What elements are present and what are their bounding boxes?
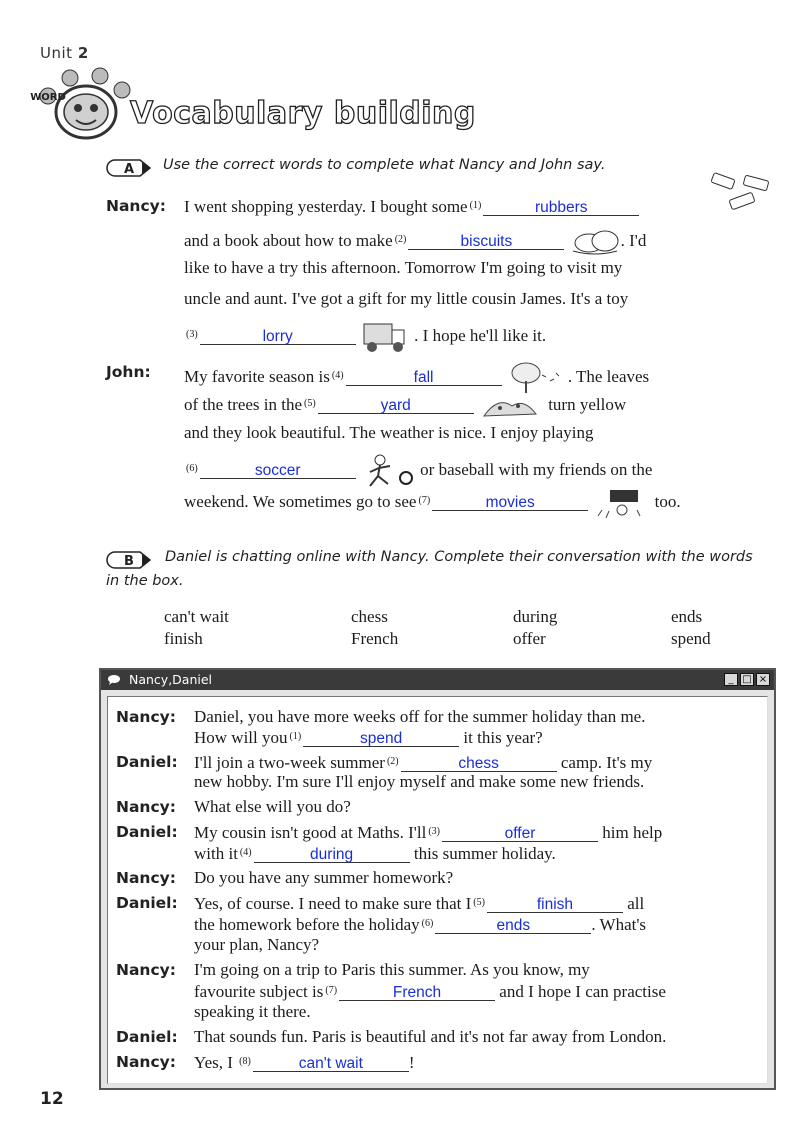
nancy-line-1: I went shopping yesterday. I bought some $^{(1)}$ rubbers [184,196,639,217]
page-number: 12 [40,1089,64,1109]
blank-b2[interactable]: chess [401,753,557,772]
lorry-icon [360,320,410,354]
movie-clapper-icon [592,486,650,520]
john-line-1: My favorite season is $^{(4)}$ fall . The leaves [184,361,649,395]
close-button[interactable]: × [756,673,770,686]
chat-speaker: Nancy: [116,869,176,887]
logo-letters: WORD [30,92,66,103]
chat-line: new hobby. I'm sure I'll enjoy myself and make some new friends. [194,772,645,791]
rubbers-icon [708,172,774,214]
blank-a7[interactable]: movies [432,492,588,511]
chat-line: Do you have any summer homework? [194,868,454,887]
chat-line: Yes, of course. I need to make sure that I $^{(5)}$ finish all [194,894,645,913]
blank-b4[interactable]: during [254,844,410,863]
chat-window [99,668,776,1090]
blank-b6[interactable]: ends [435,915,591,934]
blank-b3[interactable]: offer [442,823,598,842]
section-b-instruction-1: Daniel is chatting online with Nancy. Complete their conversation with the words [165,549,753,565]
chat-speaker: Daniel: [116,753,178,771]
chat-line: Yes, I $^{(8)}$ can't wait ! [194,1053,415,1072]
biscuits-icon [569,227,621,257]
chat-titlebar[interactable] [101,670,774,690]
chat-line: That sounds fun. Paris is beautiful and it's not far away from London. [194,1027,667,1046]
nancy-line-5: $^{(3)}$ lorry . I hope he'll like it. [184,320,546,354]
blank-a2[interactable]: biscuits [408,231,564,250]
unit-number: 2 [77,44,89,62]
section-b-instruction-2: in the box. [106,573,184,589]
blank-a6[interactable]: soccer [200,460,356,479]
minimize-button[interactable]: _ [724,673,738,686]
soccer-player-icon [360,454,416,488]
word-box-item: can't wait [164,607,229,626]
chat-line: I'll join a two-week summer $^{(2)}$ chess camp. It's my [194,753,653,772]
john-line-2: of the trees in the $^{(5)}$ yard turn yellow [184,392,626,420]
section-b-letter: B [124,554,134,569]
nancy-line-4: uncle and aunt. I've got a gift for my little cousin James. It's a toy [184,289,629,308]
word-logo [30,68,134,144]
chat-transcript [107,696,768,1084]
word-box-item: spend [671,629,711,648]
word-box-item: during [513,607,558,626]
john-line-3: and they look beautiful. The weather is nice. I enjoy playing [184,423,594,442]
unit-label: Unit 2 [40,44,89,62]
word-box-item: French [351,629,399,648]
blank-a5[interactable]: yard [318,395,474,414]
chat-speaker: Nancy: [116,708,176,726]
section-b-badge [106,551,154,569]
autumn-tree-icon [506,361,568,395]
blank-b8[interactable]: can't wait [253,1053,409,1072]
chat-line: My cousin isn't good at Maths. I'll $^{(3)}$ offer him help [194,823,663,842]
chat-line: I'm going on a trip to Paris this summer. As you know, my [194,960,590,979]
chat-line: with it $^{(4)}$ during this summer holiday. [194,844,556,863]
nancy-line-2: and a book about how to make $^{(2)}$ biscuits . I'd [184,227,646,257]
word-box-item: chess [351,607,388,626]
speaker-john: John: [106,363,151,381]
blank-a3[interactable]: lorry [200,326,356,345]
section-a-badge [106,159,154,177]
blank-b7[interactable]: French [339,982,495,1001]
chat-speaker: Daniel: [116,823,178,841]
john-line-4: $^{(6)}$ soccer or baseball with my friends on the [184,454,652,488]
chat-speaker: Daniel: [116,1028,178,1046]
blank-b5[interactable]: finish [487,894,623,913]
chat-line: Daniel, you have more weeks off for the summer holiday than me. [194,707,646,726]
chat-bubble-icon [107,674,121,686]
chat-line: What else will you do? [194,797,351,816]
section-a-instruction: Use the correct words to complete what Nancy and John say. [163,157,606,173]
chat-line: speaking it there. [194,1002,311,1021]
word-box-item: offer [513,629,546,648]
word-box-item: ends [671,607,703,626]
blank-b1[interactable]: spend [303,728,459,747]
chat-line: favourite subject is $^{(7)}$ French and I hope I can practise [194,982,666,1001]
chat-speaker: Daniel: [116,894,178,912]
chat-line: your plan, Nancy? [194,935,320,954]
blank-a1[interactable]: rubbers [483,197,639,216]
blank-a4[interactable]: fall [346,367,502,386]
yard-leaves-icon [478,392,544,420]
word-box-item: finish [164,629,203,648]
chat-speaker: Nancy: [116,961,176,979]
chat-speaker: Nancy: [116,1053,176,1071]
section-title: Vocabulary building [130,96,476,131]
speaker-nancy: Nancy: [106,197,166,215]
chat-title: Nancy,Daniel [129,672,213,687]
john-line-5: weekend. We sometimes go to see $^{(7)}$ movies too. [184,486,681,520]
maximize-button[interactable]: □ [740,673,754,686]
section-a-letter: A [124,162,135,177]
nancy-line-3: like to have a try this afternoon. Tomorrow I'm going to visit my [184,258,623,277]
chat-line: How will you $^{(1)}$ spend it this year? [194,728,543,747]
chat-speaker: Nancy: [116,798,176,816]
chat-line: the homework before the holiday $^{(6)}$ ends . What's [194,915,647,934]
